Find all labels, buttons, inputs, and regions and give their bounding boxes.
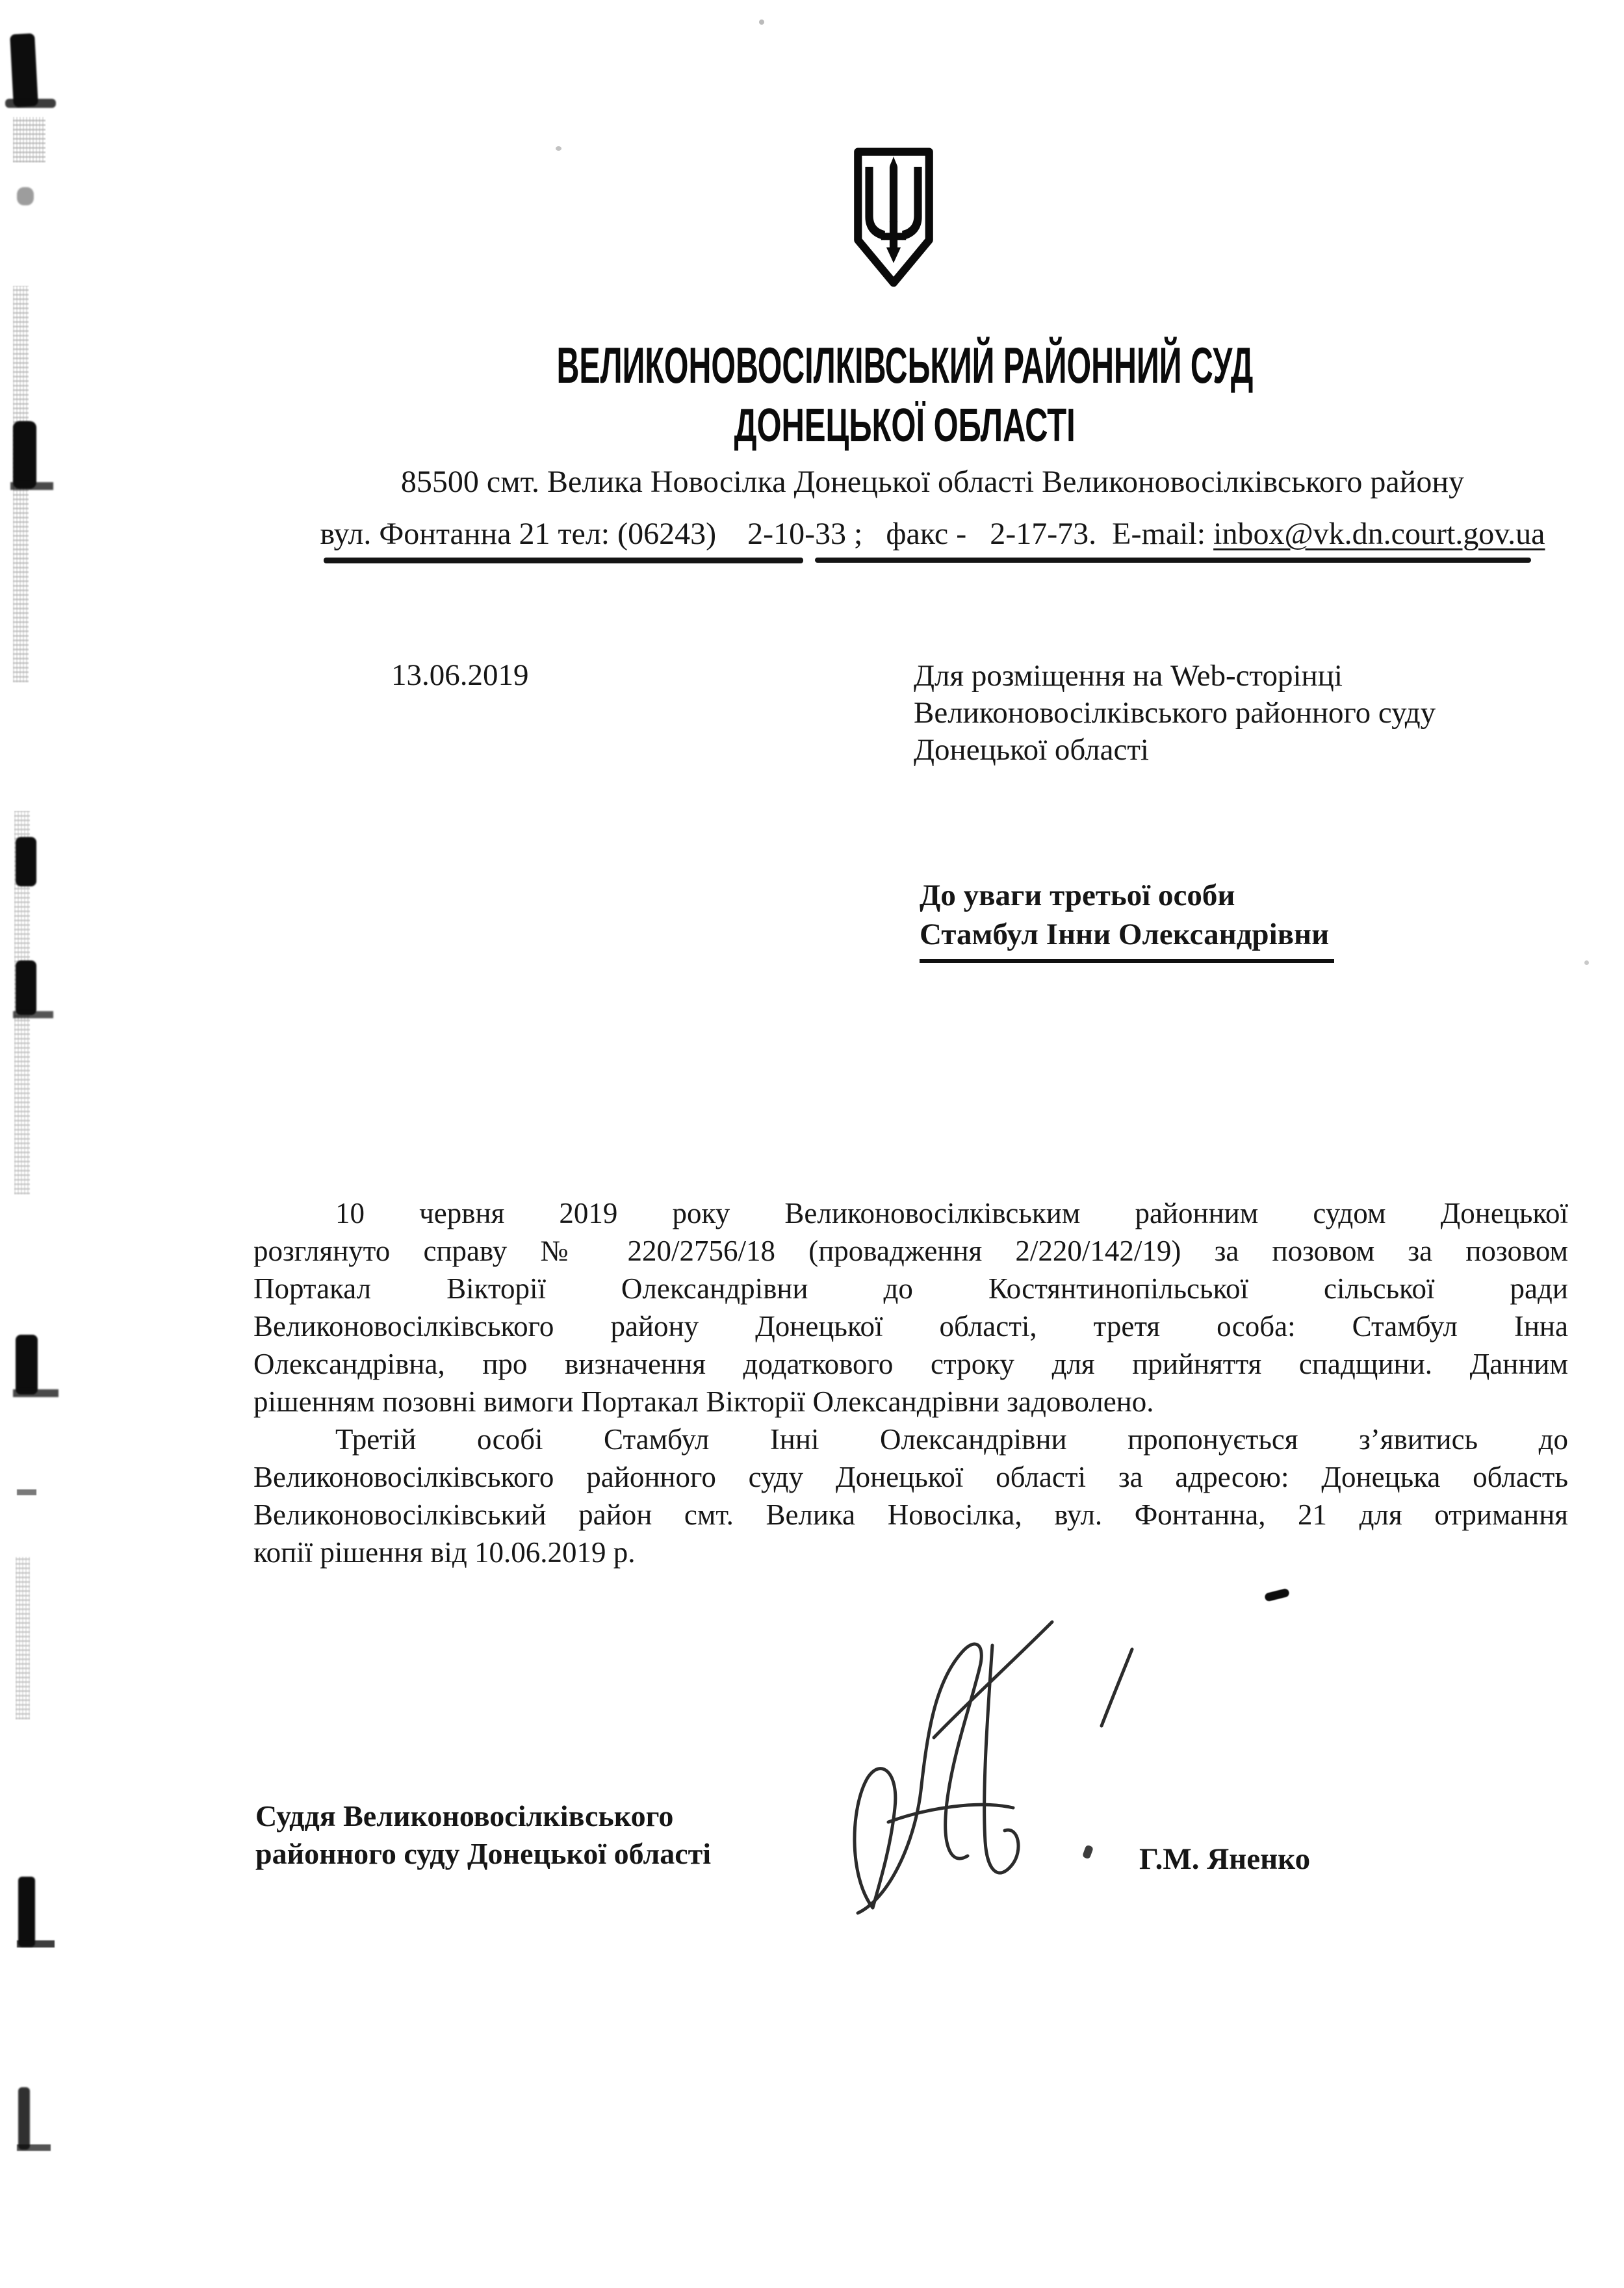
attention-person-name: Стамбул Інни Олександрівни [920,915,1334,963]
scan-artifact [10,482,53,490]
scan-dust-dot [759,19,764,25]
scan-artifact [17,187,34,205]
header-divider-left [324,558,803,563]
scan-artifact [16,837,36,886]
handwritten-signature-icon [796,1605,1173,1936]
scan-dust-dot [556,146,561,151]
body-line: Третій особі Стамбул Інні Олександрівни пропонується з’явитись до [335,1423,1568,1456]
scan-artifact [16,960,36,1015]
scan-artifact [5,99,56,108]
scan-artifact [1264,1588,1290,1602]
for-web-line3: Донецької області [914,733,1149,767]
scan-artifact [17,1940,55,1947]
body-line: Великоновосілківського району Донецької області, третя особа: Стамбул Інна [253,1310,1568,1343]
scan-artifact [13,1389,58,1397]
for-web-line2: Великоновосілківського районного суду [914,696,1436,730]
document-date: 13.06.2019 [391,658,529,692]
court-name-line2: ДОНЕЦЬКОЇ ОБЛАСТІ [734,400,1076,452]
scan-artifact [16,1335,38,1395]
scan-artifact [17,2144,51,2151]
court-email: inbox@vk.dn.court.gov.ua [1213,517,1545,551]
judge-name: Г.М. Яненко [1139,1842,1311,1876]
body-line: Олександрівна, про визначення додаткового строку для прийняття спадщини. Данним [253,1348,1568,1380]
judge-title [255,1797,711,1873]
scan-artifact [13,117,45,162]
body-line: Портакал Вікторії Олександрівни до Костянтинопільської сільської ради [253,1272,1568,1305]
scan-artifact [13,421,36,489]
scan-artifact [18,2087,30,2150]
for-web-line1: Для розміщення на Web-сторінці [914,659,1343,693]
body-line: Великоновосілківського районного суду Донецької області за адресою: Донецька область [253,1461,1568,1493]
body-line: копії рішення від 10.06.2019 р. [253,1536,636,1569]
scan-artifact [10,33,38,107]
attention-block [920,876,1334,963]
scan-artifact [16,1557,30,1719]
scan-dust-dot [1584,960,1589,965]
address-phone-fax: вул. Фонтанна 21 тел: (06243) 2-10-33 ; факс - 2-17-73. E-mail: [320,517,1214,551]
judge-title-line1: Суддя Великоновосілківського [255,1799,674,1832]
for-web-note [914,658,1436,769]
court-address-line1: 85500 смт. Велика Новосілка Донецької області Великоновосілківського району [400,465,1465,499]
attention-heading: До уваги третьої особи [920,879,1235,912]
scan-artifact [18,1877,35,1947]
body-line: розглянуто справу № 220/2756/18 (провадження 2/220/142/19) за позовом за позовом [253,1235,1568,1267]
document-body [253,1194,1568,1571]
judge-title-line2: районного суду Донецької області [255,1837,712,1870]
body-line: 10 червня 2019 року Великоновосілківським районним судом Донецької [335,1197,1568,1229]
header-divider-right [815,558,1531,563]
body-line: рішенням позовні вимоги Портакал Вікторії Олександрівни задоволено. [253,1385,1154,1418]
scan-artifact [17,1489,36,1495]
court-address-line2 [253,516,1612,552]
scan-artifact [13,1011,53,1018]
body-line: Великоновосілківський район смт. Велика Новосілка, вул. Фонтанна, 21 для отримання [253,1498,1568,1531]
ukraine-trident-emblem-icon [845,143,942,295]
court-name-line1: ВЕЛИКОНОВОСІЛКІВСЬКИЙ РАЙОННИЙ СУД [556,337,1253,394]
